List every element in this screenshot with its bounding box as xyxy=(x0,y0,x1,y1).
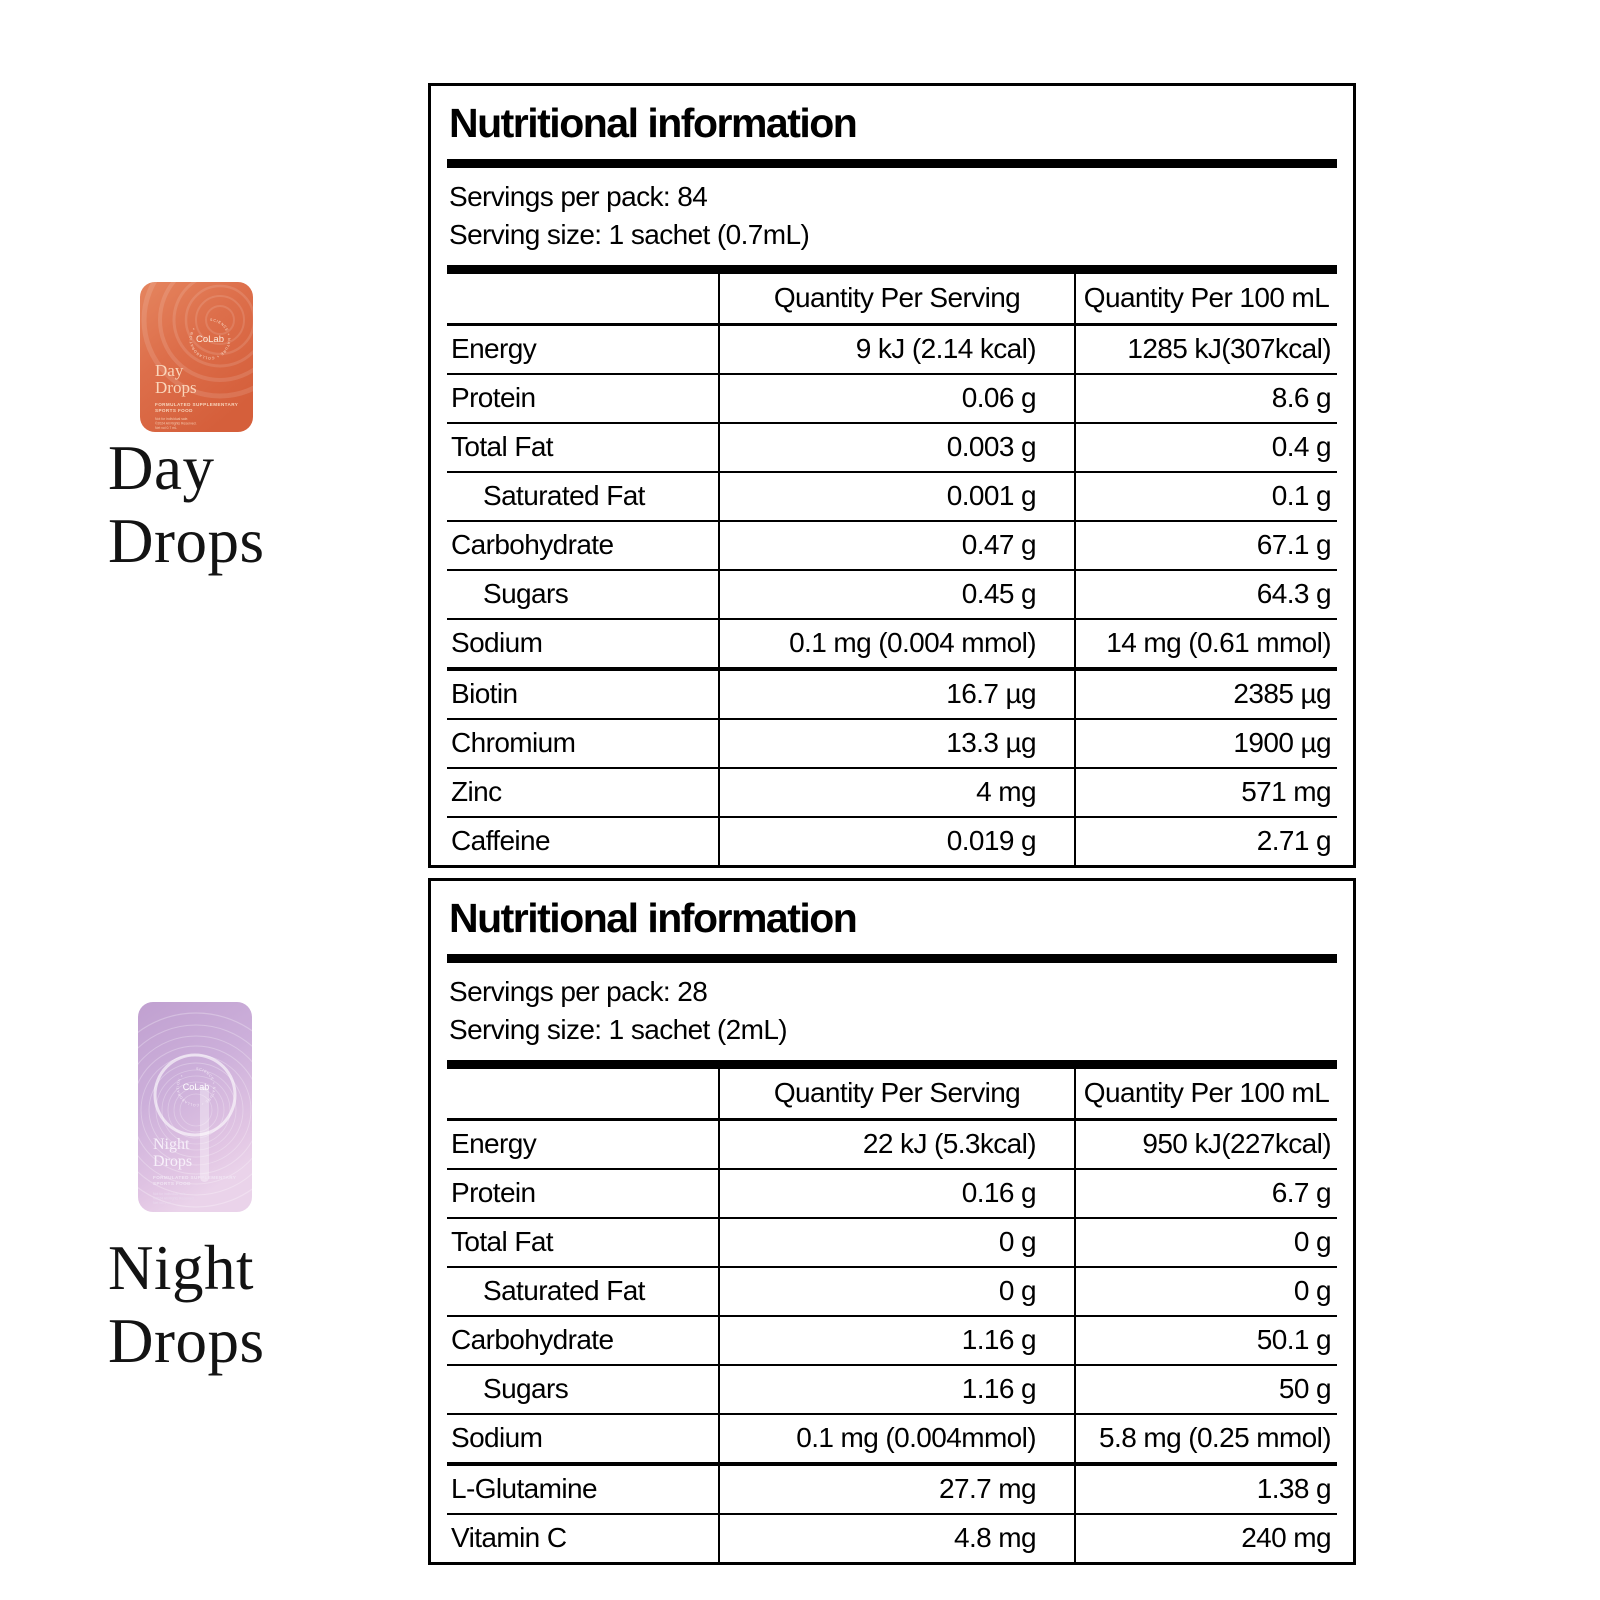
nutrient-row xyxy=(447,521,1337,570)
nutrient-label: Sugars xyxy=(447,1365,719,1414)
sachet-fineprint-3: Net vol 2 mL xyxy=(153,1201,173,1205)
servings-per-pack: Servings per pack: 28 xyxy=(449,976,708,1007)
nutrient-row xyxy=(447,1514,1337,1562)
nutrient-row xyxy=(447,374,1337,423)
value-per-100ml: 2385 µg xyxy=(1075,669,1337,719)
value-per-serving: 0.019 g xyxy=(719,817,1075,865)
nutrient-row xyxy=(447,1267,1337,1316)
value-per-100ml: 2.71 g xyxy=(1075,817,1337,865)
night-name-line2: Drops xyxy=(108,1306,265,1377)
header-row xyxy=(447,274,1337,325)
nutrient-row xyxy=(447,1120,1337,1170)
value-per-serving: 16.7 µg xyxy=(719,669,1075,719)
nutrient-label: Total Fat xyxy=(447,1218,719,1267)
nutrient-row xyxy=(447,1365,1337,1414)
value-per-serving: 0.06 g xyxy=(719,374,1075,423)
value-per-serving: 9 kJ (2.14 kcal) xyxy=(719,325,1075,375)
sachet-fineprint-3: Net vol 0.7 mL xyxy=(155,426,177,430)
nutrient-label: Protein xyxy=(447,374,719,423)
sachet-title-line2: Drops xyxy=(155,378,197,397)
value-per-100ml: 0 g xyxy=(1075,1218,1337,1267)
header-row xyxy=(447,1069,1337,1120)
nutrient-row xyxy=(447,423,1337,472)
day-product-name xyxy=(108,432,265,578)
value-per-serving: 0 g xyxy=(719,1267,1075,1316)
value-per-100ml: 571 mg xyxy=(1075,768,1337,817)
nutrient-row xyxy=(447,1316,1337,1365)
nutrient-label: Carbohydrate xyxy=(447,521,719,570)
value-per-100ml: 50 g xyxy=(1075,1365,1337,1414)
value-per-100ml: 6.7 g xyxy=(1075,1169,1337,1218)
divider xyxy=(447,954,1337,963)
value-per-serving: 0.001 g xyxy=(719,472,1075,521)
nutrient-label: Vitamin C xyxy=(447,1514,719,1562)
nutrient-row xyxy=(447,1414,1337,1464)
value-per-100ml: 240 mg xyxy=(1075,1514,1337,1562)
value-per-serving: 0 g xyxy=(719,1218,1075,1267)
value-per-100ml: 1285 kJ(307kcal) xyxy=(1075,325,1337,375)
value-per-serving: 27.7 mg xyxy=(719,1464,1075,1514)
value-per-serving: 0.45 g xyxy=(719,570,1075,619)
nutrient-label: L-Glutamine xyxy=(447,1464,719,1514)
value-per-serving: 0.16 g xyxy=(719,1169,1075,1218)
sachet-title-line2: Drops xyxy=(153,1153,193,1170)
sachet-fineprint-2: ©2024 All Rights Reserved. xyxy=(153,1196,195,1201)
value-per-100ml: 0.1 g xyxy=(1075,472,1337,521)
panel-title: Nutritional information xyxy=(449,895,857,941)
nutrient-label: Saturated Fat xyxy=(447,1267,719,1316)
night-nutrition-table xyxy=(447,1069,1337,1562)
sachet-title-line1: Day xyxy=(155,361,184,380)
value-per-serving: 22 kJ (5.3kcal) xyxy=(719,1120,1075,1170)
panel-title: Nutritional information xyxy=(449,100,857,146)
nutrient-row xyxy=(447,325,1337,375)
value-per-100ml: 0 g xyxy=(1075,1267,1337,1316)
sachet-subtitle-line2: SPORTS FOOD xyxy=(155,408,193,413)
divider xyxy=(447,265,1337,274)
nutrient-label: Energy xyxy=(451,1128,537,1160)
night-nutrition-panel xyxy=(428,878,1356,1565)
day-nutrition-panel xyxy=(428,83,1356,868)
col-header-per-serving: Quantity Per Serving xyxy=(719,1069,1075,1120)
value-per-serving: 0.47 g xyxy=(719,521,1075,570)
night-name-line1: Night xyxy=(108,1233,255,1303)
nutrient-row xyxy=(447,570,1337,619)
col-header-blank xyxy=(447,1069,719,1120)
nutrient-row xyxy=(447,768,1337,817)
sachet-fineprint-1: Not for individual sale. xyxy=(155,417,189,421)
value-per-serving: 1.16 g xyxy=(719,1316,1075,1365)
value-per-100ml: 50.1 g xyxy=(1075,1316,1337,1365)
col-header-per-serving: Quantity Per Serving xyxy=(719,274,1075,325)
nutrient-label: Sodium xyxy=(447,1414,719,1464)
nutrient-label: Caffeine xyxy=(447,817,719,865)
serving-size: Serving size: 1 sachet (2mL) xyxy=(449,1013,788,1045)
nutrient-label: Chromium xyxy=(447,719,719,768)
value-per-100ml: 8.6 g xyxy=(1075,374,1337,423)
value-per-serving: 4.8 mg xyxy=(719,1514,1075,1562)
col-header-blank xyxy=(447,274,719,325)
nutrient-row xyxy=(447,1218,1337,1267)
badge-ring-text: SCIENCE + NATURE + COLLABORATION + xyxy=(175,1066,217,1108)
badge-ring-text: SCIENCE + NATURE + COLLABORATION + xyxy=(188,317,232,361)
nutrient-row xyxy=(447,619,1337,669)
value-per-100ml: 950 kJ(227kcal) xyxy=(1075,1120,1337,1170)
divider xyxy=(447,159,1337,168)
value-per-serving: 1.16 g xyxy=(719,1365,1075,1414)
nutrient-label: Carbohydrate xyxy=(447,1316,719,1365)
nutrient-label: Zinc xyxy=(447,768,719,817)
nutrient-row xyxy=(447,669,1337,719)
servings-per-pack: Servings per pack: 84 xyxy=(449,181,708,212)
nutrient-row xyxy=(447,719,1337,768)
nutrient-label: Total Fat xyxy=(447,423,719,472)
nutrient-label: Energy xyxy=(451,333,537,365)
brand-text: CoLab xyxy=(182,1082,210,1092)
sachet-subtitle-line2: SPORTS FOOD xyxy=(153,1181,191,1186)
value-per-100ml: 5.8 mg (0.25 mmol) xyxy=(1075,1414,1337,1464)
sachet-title-line1: Night xyxy=(153,1136,190,1153)
day-sachet-illustration xyxy=(140,282,253,432)
sachet-fineprint-1: Not for individual sale. xyxy=(153,1192,187,1196)
nutrient-row xyxy=(447,817,1337,865)
value-per-100ml: 1900 µg xyxy=(1075,719,1337,768)
value-per-serving: 0.1 mg (0.004 mmol) xyxy=(719,619,1075,669)
col-header-per-100ml: Quantity Per 100 mL xyxy=(1075,274,1337,325)
value-per-100ml: 0.4 g xyxy=(1075,423,1337,472)
value-per-serving: 4 mg xyxy=(719,768,1075,817)
nutrient-label: Biotin xyxy=(447,669,719,719)
nutrient-label: Saturated Fat xyxy=(447,472,719,521)
serving-size: Serving size: 1 sachet (0.7mL) xyxy=(449,218,810,250)
nutrient-row xyxy=(447,1464,1337,1514)
col-header-per-100ml: Quantity Per 100 mL xyxy=(1075,1069,1337,1120)
value-per-serving: 0.003 g xyxy=(719,423,1075,472)
day-name-line2: Drops xyxy=(108,506,265,577)
value-per-100ml: 1.38 g xyxy=(1075,1464,1337,1514)
night-product-name xyxy=(108,1232,265,1378)
day-name-line1: Day xyxy=(108,433,215,503)
nutrient-label: Protein xyxy=(447,1169,719,1218)
day-nutrition-table xyxy=(447,274,1337,865)
sachet-subtitle-line1: FORMULATED SUPPLEMENTARY xyxy=(155,402,239,407)
nutrient-label: Sugars xyxy=(447,570,719,619)
night-sachet-illustration xyxy=(138,1002,252,1212)
value-per-100ml: 67.1 g xyxy=(1075,521,1337,570)
nutrient-row xyxy=(447,472,1337,521)
brand-text: CoLab xyxy=(196,334,224,345)
value-per-100ml: 64.3 g xyxy=(1075,570,1337,619)
sachet-fineprint-2: ©2024 All Rights Reserved. xyxy=(155,421,197,426)
nutrient-row xyxy=(447,1169,1337,1218)
value-per-serving: 0.1 mg (0.004mmol) xyxy=(719,1414,1075,1464)
value-per-100ml: 14 mg (0.61 mmol) xyxy=(1075,619,1337,669)
nutrient-label: Sodium xyxy=(447,619,719,669)
divider xyxy=(447,1060,1337,1069)
value-per-serving: 13.3 µg xyxy=(719,719,1075,768)
sachet-subtitle-line1: FORMULATED SUPPLEMENTARY xyxy=(153,1175,237,1180)
